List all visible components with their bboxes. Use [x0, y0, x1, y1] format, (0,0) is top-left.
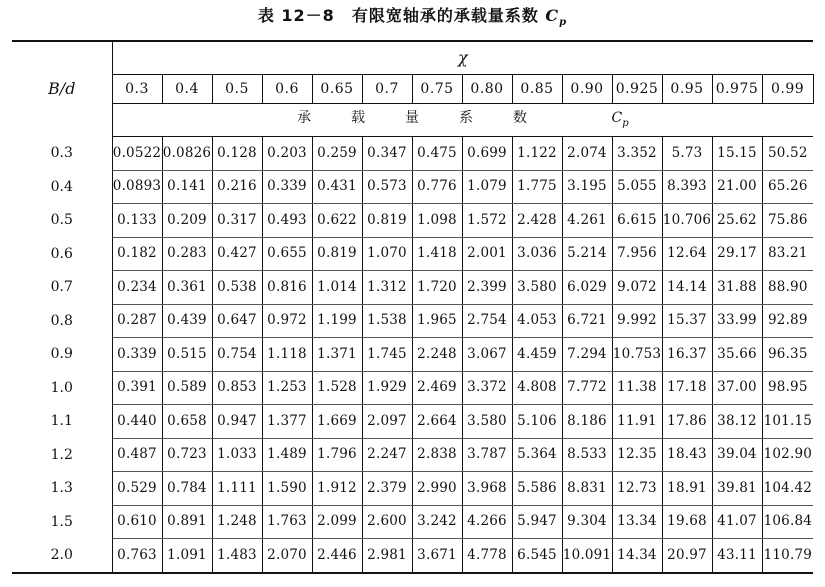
row-bd-value: 0.3	[12, 137, 112, 171]
coefficient-cell: 0.391	[112, 371, 162, 405]
row-bd-value: 0.6	[12, 237, 112, 271]
coefficient-cell: 2.754	[462, 304, 512, 338]
coefficient-cell: 2.248	[412, 338, 462, 372]
coefficient-cell: 6.721	[562, 304, 612, 338]
coefficient-cell: 1.483	[212, 539, 262, 573]
coefficient-cell: 2.446	[312, 539, 362, 573]
coefficient-cell: 0.589	[162, 371, 212, 405]
coefficient-cell: 1.489	[262, 438, 312, 472]
x-value-header: 0.6	[262, 75, 312, 104]
coefficient-cell: 16.37	[662, 338, 712, 372]
coefficient-cell: 3.067	[462, 338, 512, 372]
coefficient-cell: 41.07	[712, 505, 762, 539]
coefficient-cell: 0.699	[462, 137, 512, 171]
coefficient-cell: 3.036	[512, 237, 562, 271]
coefficient-cell: 0.431	[312, 170, 362, 204]
coefficient-cell: 2.990	[412, 472, 462, 506]
table-row	[12, 338, 813, 372]
table-row	[12, 438, 813, 472]
coefficient-cell: 1.775	[512, 170, 562, 204]
coefficient-cell: 0.658	[162, 405, 212, 439]
coefficient-cell: 10.706	[662, 204, 712, 238]
coefficient-cell: 15.15	[712, 137, 762, 171]
coefficient-cell: 0.754	[212, 338, 262, 372]
row-bd-value: 1.3	[12, 472, 112, 506]
coefficient-cell: 1.098	[412, 204, 462, 238]
coefficient-cell: 0.182	[112, 237, 162, 271]
coefficient-cell: 1.377	[262, 405, 312, 439]
coefficient-cell: 96.35	[762, 338, 813, 372]
coefficient-cell: 35.66	[712, 338, 762, 372]
header-row-chi	[12, 41, 813, 75]
coefficient-cell: 37.00	[712, 371, 762, 405]
coefficient-cell: 2.074	[562, 137, 612, 171]
table-caption	[0, 4, 825, 35]
table-row	[12, 472, 813, 506]
coefficient-cell: 5.055	[612, 170, 662, 204]
coefficient-cell: 0.0893	[112, 170, 162, 204]
coefficient-cell: 0.493	[262, 204, 312, 238]
coefficient-label-symbol-sub: p	[622, 117, 629, 129]
coefficient-cell: 0.853	[212, 371, 262, 405]
coefficient-cell: 18.91	[662, 472, 712, 506]
coefficient-cell: 0.0826	[162, 137, 212, 171]
row-bd-value: 0.8	[12, 304, 112, 338]
coefficient-cell: 3.580	[512, 271, 562, 305]
coefficient-cell: 0.439	[162, 304, 212, 338]
row-bd-value: 1.1	[12, 405, 112, 439]
caption-symbol-letter: C	[545, 6, 560, 25]
coefficient-cell: 2.664	[412, 405, 462, 439]
coefficient-cell: 1.720	[412, 271, 462, 305]
x-value-header: 0.925	[612, 75, 662, 104]
coefficient-cell: 4.808	[512, 371, 562, 405]
row-bd-value: 1.5	[12, 505, 112, 539]
coefficient-cell: 1.538	[362, 304, 412, 338]
x-value-header: 0.75	[412, 75, 462, 104]
coefficient-cell: 0.339	[112, 338, 162, 372]
coefficient-cell: 0.283	[162, 237, 212, 271]
coefficient-cell: 2.247	[362, 438, 412, 472]
coefficient-cell: 75.86	[762, 204, 813, 238]
row-bd-value: 1.0	[12, 371, 112, 405]
coefficient-cell: 13.34	[612, 505, 662, 539]
x-value-header: 0.5	[212, 75, 262, 104]
header-row-coefficient-label	[12, 104, 813, 137]
coefficient-cell: 5.364	[512, 438, 562, 472]
coefficient-cell: 3.787	[462, 438, 512, 472]
coefficient-cell: 2.099	[312, 505, 362, 539]
coefficient-cell: 0.141	[162, 170, 212, 204]
coefficient-cell: 0.819	[362, 204, 412, 238]
coefficient-cell: 2.600	[362, 505, 412, 539]
coefficient-cell: 0.487	[112, 438, 162, 472]
coefficient-cell: 1.528	[312, 371, 362, 405]
coefficient-cell: 4.053	[512, 304, 562, 338]
table-row	[12, 371, 813, 405]
coefficient-cell: 3.968	[462, 472, 512, 506]
coefficient-cell: 1.079	[462, 170, 512, 204]
coefficient-cell: 2.838	[412, 438, 462, 472]
coefficient-cell: 88.90	[762, 271, 813, 305]
coefficient-cell: 0.622	[312, 204, 362, 238]
coefficient-cell: 101.15	[762, 405, 813, 439]
coefficient-cell: 8.186	[562, 405, 612, 439]
coefficient-cell: 11.38	[612, 371, 662, 405]
table-row	[12, 505, 813, 539]
coefficient-cell: 0.723	[162, 438, 212, 472]
table-row	[12, 170, 813, 204]
coefficient-cell: 12.73	[612, 472, 662, 506]
coefficient-cell: 9.072	[612, 271, 662, 305]
coefficient-cell: 4.459	[512, 338, 562, 372]
coefficient-cell: 0.515	[162, 338, 212, 372]
caption-symbol-sub: p	[559, 17, 568, 29]
coefficient-cell: 6.029	[562, 271, 612, 305]
coefficient-cell: 3.242	[412, 505, 462, 539]
coefficient-cell: 1.253	[262, 371, 312, 405]
coefficient-cell: 20.97	[662, 539, 712, 573]
coefficient-cell: 4.266	[462, 505, 512, 539]
coefficient-cell: 0.339	[262, 170, 312, 204]
coefficient-cell: 1.590	[262, 472, 312, 506]
x-value-header: 0.3	[112, 75, 162, 104]
table-row	[12, 405, 813, 439]
coefficient-cell: 14.14	[662, 271, 712, 305]
coefficient-cell: 0.538	[212, 271, 262, 305]
coefficient-cell: 0.647	[212, 304, 262, 338]
coefficient-cell: 39.81	[712, 472, 762, 506]
coefficient-cell: 8.393	[662, 170, 712, 204]
coefficient-cell: 2.469	[412, 371, 462, 405]
coefficient-cell: 9.304	[562, 505, 612, 539]
coefficient-cell: 5.106	[512, 405, 562, 439]
coefficient-cell: 25.62	[712, 204, 762, 238]
coefficient-cell: 1.572	[462, 204, 512, 238]
coefficient-cell: 0.427	[212, 237, 262, 271]
coefficient-cell: 0.573	[362, 170, 412, 204]
coefficient-cell: 9.992	[612, 304, 662, 338]
coefficient-label-text: 承载量系数	[297, 110, 568, 127]
coefficient-cell: 0.216	[212, 170, 262, 204]
row-bd-value: 0.5	[12, 204, 112, 238]
coefficient-cell: 0.819	[312, 237, 362, 271]
coefficient-cell: 3.671	[412, 539, 462, 573]
coefficient-cell: 0.133	[112, 204, 162, 238]
x-value-header: 0.90	[562, 75, 612, 104]
coefficient-cell: 83.21	[762, 237, 813, 271]
coefficient-cell: 8.831	[562, 472, 612, 506]
coefficient-cell: 1.111	[212, 472, 262, 506]
coefficient-cell: 0.816	[262, 271, 312, 305]
load-coefficient-table	[12, 40, 814, 574]
coefficient-cell: 4.261	[562, 204, 612, 238]
coefficient-cell: 7.772	[562, 371, 612, 405]
coefficient-cell: 0.361	[162, 271, 212, 305]
x-value-header: 0.4	[162, 75, 212, 104]
coefficient-cell: 65.26	[762, 170, 813, 204]
coefficient-cell: 12.35	[612, 438, 662, 472]
coefficient-cell: 33.99	[712, 304, 762, 338]
coefficient-cell: 1.033	[212, 438, 262, 472]
coefficient-cell: 43.11	[712, 539, 762, 573]
coefficient-cell: 10.091	[562, 539, 612, 573]
coefficient-label-cell	[112, 104, 813, 137]
coefficient-cell: 12.64	[662, 237, 712, 271]
coefficient-cell: 0.0522	[112, 137, 162, 171]
coefficient-cell: 0.209	[162, 204, 212, 238]
coefficient-cell: 14.34	[612, 539, 662, 573]
coefficient-cell: 1.745	[362, 338, 412, 372]
coefficient-cell: 1.418	[412, 237, 462, 271]
row-label-header: B/d	[12, 41, 112, 137]
coefficient-cell: 0.972	[262, 304, 312, 338]
coefficient-cell: 2.097	[362, 405, 412, 439]
coefficient-cell: 18.43	[662, 438, 712, 472]
coefficient-cell: 0.655	[262, 237, 312, 271]
coefficient-cell: 0.234	[112, 271, 162, 305]
coefficient-cell: 3.195	[562, 170, 612, 204]
coefficient-cell: 1.312	[362, 271, 412, 305]
coefficient-cell: 6.545	[512, 539, 562, 573]
row-bd-value: 0.4	[12, 170, 112, 204]
x-value-header: 0.7	[362, 75, 412, 104]
table-row	[12, 137, 813, 171]
coefficient-cell: 1.248	[212, 505, 262, 539]
coefficient-cell: 1.371	[312, 338, 362, 372]
coefficient-label-symbol	[611, 110, 629, 129]
coefficient-cell: 106.84	[762, 505, 813, 539]
coefficient-cell: 7.956	[612, 237, 662, 271]
coefficient-cell: 1.091	[162, 539, 212, 573]
table-row	[12, 304, 813, 338]
coefficient-cell: 4.778	[462, 539, 512, 573]
coefficient-cell: 2.399	[462, 271, 512, 305]
coefficient-cell: 104.42	[762, 472, 813, 506]
coefficient-cell: 21.00	[712, 170, 762, 204]
coefficient-cell: 1.965	[412, 304, 462, 338]
header-row-x-values	[12, 75, 813, 104]
x-value-header: 0.85	[512, 75, 562, 104]
coefficient-cell: 0.763	[112, 539, 162, 573]
coefficient-cell: 1.929	[362, 371, 412, 405]
coefficient-label-symbol-letter: C	[611, 110, 623, 127]
coefficient-cell: 1.763	[262, 505, 312, 539]
table-row	[12, 204, 813, 238]
coefficient-cell: 5.73	[662, 137, 712, 171]
coefficient-cell: 2.070	[262, 539, 312, 573]
coefficient-cell: 5.214	[562, 237, 612, 271]
coefficient-cell: 1.070	[362, 237, 412, 271]
coefficient-cell: 1.122	[512, 137, 562, 171]
coefficient-cell: 39.04	[712, 438, 762, 472]
coefficient-cell: 2.379	[362, 472, 412, 506]
coefficient-cell: 2.981	[362, 539, 412, 573]
coefficient-cell: 31.88	[712, 271, 762, 305]
coefficient-cell: 11.91	[612, 405, 662, 439]
chi-header: χ	[457, 48, 468, 67]
coefficient-cell: 29.17	[712, 237, 762, 271]
coefficient-cell: 2.428	[512, 204, 562, 238]
coefficient-cell: 8.533	[562, 438, 612, 472]
table-row	[12, 271, 813, 305]
coefficient-cell: 110.79	[763, 546, 813, 563]
coefficient-cell: 7.294	[562, 338, 612, 372]
table-body	[12, 137, 813, 573]
coefficient-cell: 1.912	[312, 472, 362, 506]
coefficient-cell: 3.580	[462, 405, 512, 439]
coefficient-cell: 5.947	[512, 505, 562, 539]
coefficient-cell: 1.118	[262, 338, 312, 372]
coefficient-cell: 0.440	[112, 405, 162, 439]
row-bd-value: 1.2	[12, 438, 112, 472]
coefficient-cell: 98.95	[762, 371, 813, 405]
x-value-header: 0.80	[462, 75, 512, 104]
caption-title: 表 12－8 有限宽轴承的承载量系数	[257, 6, 539, 25]
coefficient-cell: 0.203	[262, 137, 312, 171]
coefficient-cell: 19.68	[662, 505, 712, 539]
coefficient-cell: 0.475	[412, 137, 462, 171]
coefficient-cell: 3.352	[612, 137, 662, 171]
table-row	[12, 539, 813, 573]
coefficient-cell: 92.89	[762, 304, 813, 338]
coefficient-cell: 0.947	[212, 405, 262, 439]
coefficient-cell: 15.37	[662, 304, 712, 338]
coefficient-cell: 6.615	[612, 204, 662, 238]
coefficient-cell: 17.18	[662, 371, 712, 405]
coefficient-cell: 38.12	[712, 405, 762, 439]
coefficient-cell: 5.586	[512, 472, 562, 506]
caption-symbol	[545, 6, 568, 29]
coefficient-cell: 1.014	[312, 271, 362, 305]
x-value-header: 0.975	[712, 75, 762, 104]
coefficient-cell: 102.90	[762, 438, 813, 472]
coefficient-cell: 0.128	[212, 137, 262, 171]
coefficient-cell: 0.287	[112, 304, 162, 338]
coefficient-cell: 1.199	[312, 304, 362, 338]
coefficient-cell: 10.753	[612, 338, 662, 372]
x-value-header: 0.65	[312, 75, 362, 104]
coefficient-cell: 2.001	[462, 237, 512, 271]
coefficient-cell: 0.784	[162, 472, 212, 506]
x-value-header: 0.99	[762, 75, 813, 104]
coefficient-cell: 0.891	[162, 505, 212, 539]
coefficient-cell: 0.317	[212, 204, 262, 238]
coefficient-cell: 17.86	[662, 405, 712, 439]
row-bd-value: 2.0	[12, 539, 112, 573]
coefficient-cell: 0.347	[362, 137, 412, 171]
row-bd-value: 0.9	[12, 338, 112, 372]
coefficient-cell: 1.669	[312, 405, 362, 439]
coefficient-cell: 0.610	[112, 505, 162, 539]
coefficient-cell: 0.529	[112, 472, 162, 506]
coefficient-cell: 0.259	[312, 137, 362, 171]
coefficient-cell: 0.776	[412, 170, 462, 204]
coefficient-cell: 50.52	[762, 137, 813, 171]
x-value-header: 0.95	[662, 75, 712, 104]
row-bd-value: 0.7	[12, 271, 112, 305]
coefficient-table-wrapper	[12, 40, 813, 574]
coefficient-cell: 1.796	[312, 438, 362, 472]
coefficient-cell: 3.372	[462, 371, 512, 405]
table-row	[12, 237, 813, 271]
